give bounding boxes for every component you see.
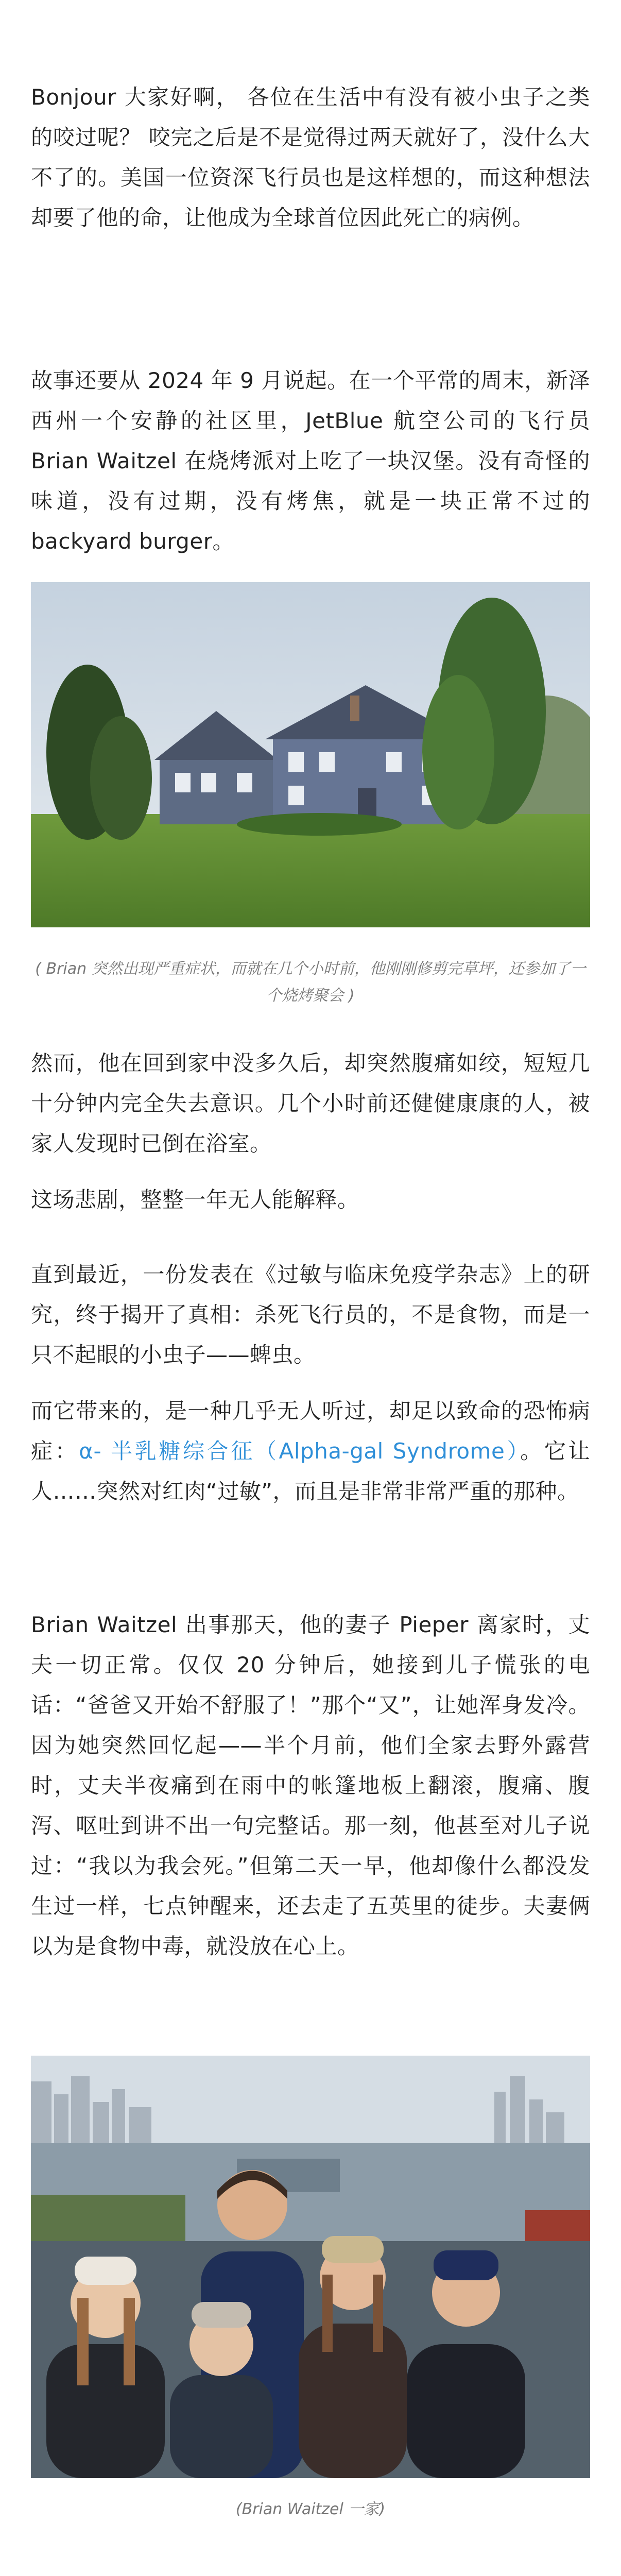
- paragraph-final-warning: [31, 2571, 590, 2576]
- alpha-gal-highlight: α- 半乳糖综合征（Alpha-gal Syndrome）: [79, 1438, 521, 1464]
- paragraph-research-findings: 直到最近，一份发表在《过敏与临床免疫学杂志》上的研究，终于揭开了真相：杀死飞行员的，不是食物，而是一只不起眼的小虫子——蜱虫。: [31, 1262, 590, 1367]
- alpha-gal-intro-text: 而它带来的，是一种几乎无人听过，却足以致命的恐怖病症：: [31, 1398, 590, 1464]
- family-photo: [31, 2056, 590, 2478]
- paragraph-intro: Bonjour 大家好啊， 各位在生活中有没有被小虫子之类的咬过呢？ 咬完之后是不是觉得过两天就好了，没什么大不了的。美国一位资深飞行员也是这样想的，而这种想法却要了他的命，让他成为全球首位因此死亡的病例。: [31, 84, 590, 230]
- house-photo: [31, 582, 590, 927]
- family-photo-caption: (Brian Waitzel 一家): [235, 2500, 386, 2518]
- alpha-gal-description: 。它让人……突然对红肉“过敏”，而且是非常非常严重的那种。: [31, 1438, 590, 1504]
- paragraph-alpha-gal: [31, 1391, 590, 1512]
- paragraph-incident-day: Brian Waitzel 出事那天，他的妻子 Pieper 离家时，丈夫一切正常。仅仅 20 分钟后，她接到儿子慌张的电话：“爸爸又开始不舒服了！”那个“又”，让她浑身发冷。因为她突然回忆起——半个月前，他们全家去野外露营时，丈夫半夜痛到在雨中的帐篷地板上翻滚，腹痛、腹泻、呕吐到讲不出一句完整话。那一刻，他甚至对儿子说过：“我以为我会死。”但第二天一早，他却像什么都没发生过一样，七点钟醒来，还去走了五英里的徒步。夫妻俩以为是食物中毒，就没放在心上。: [31, 1612, 590, 1959]
- house-photo-caption: ( Brian 突然出现严重症状，而就在几个小时前，他刚刚修剪完草坪，还参加了一个烧烤聚会 ): [35, 960, 586, 1005]
- paragraph-no-explanation: 这场悲剧，整整一年无人能解释。: [31, 1187, 359, 1212]
- paragraph-sudden-collapse: 然而，他在回到家中没多久后，却突然腹痛如绞，短短几十分钟内完全失去意识。几个小时前还健健康康的人，被家人发现时已倒在浴室。: [31, 1050, 590, 1156]
- paragraph-story-start: 故事还要从 2024 年 9 月说起。在一个平常的周末，新泽西州一个安静的社区里，JetBlue 航空公司的飞行员 Brian Waitzel 在烧烤派对上吃了一块汉堡。没有奇怪的味道，没有过期，没有烤焦，就是一块正常不过的 backyard burger。: [31, 368, 590, 554]
